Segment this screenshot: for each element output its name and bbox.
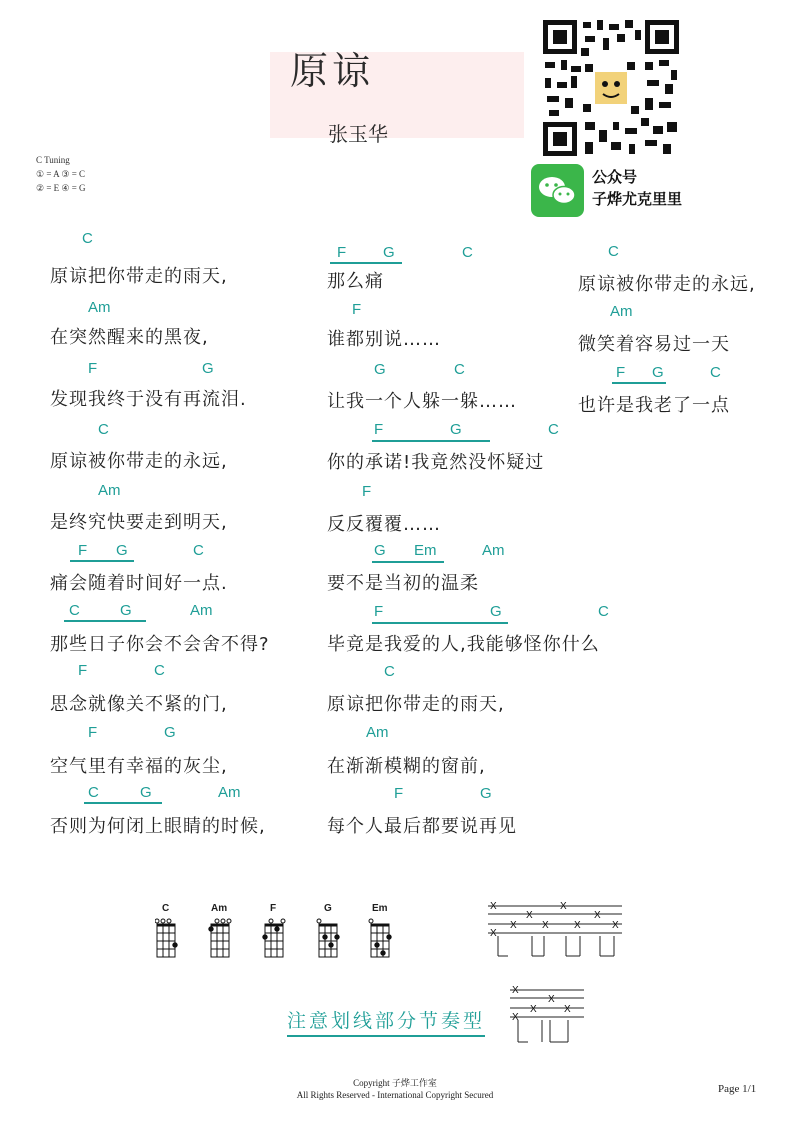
chord-label: G [164,724,176,741]
chord-label: Am [482,542,505,559]
tuning-row-2: ② = E ④ = G [36,183,86,193]
rhythm-underline [84,802,162,804]
lyric-line: 每个人最后都要说再见 [327,816,517,837]
lyric-line: 原谅把你带走的雨天, [50,266,228,287]
lyric-line: 否则为何闭上眼睛的时候, [50,816,266,837]
chord-label: Am [98,482,121,499]
tuning-heading: C Tuning [36,155,70,165]
lyric-line: 那么痛 [327,271,384,292]
lyric-line: 原谅被你带走的永远, [50,451,228,472]
strum-x: X [526,910,533,921]
page-number: Page 1/1 [718,1083,757,1095]
chord-label: F [374,421,384,438]
chord-label: F [88,360,98,377]
chord-label: Am [610,303,633,320]
chord-label: G [374,542,386,559]
chord-label: F [362,483,372,500]
rhythm-underline [612,382,666,384]
lyric-line: 在渐渐模糊的窗前, [327,756,486,777]
chord-label: G [202,360,214,377]
chord-label: C [710,364,721,381]
lyric-line: 原谅被你带走的永远, [578,274,756,295]
strum-x: X [560,901,567,912]
tuning-row-1: ① = A ③ = C [36,169,86,179]
chord-diagram-label: F [270,903,277,914]
lyric-line: 在突然醒来的黑夜, [50,327,209,348]
strum-x: X [490,901,497,912]
chord-label: Am [218,784,241,801]
chord-label: C [193,542,204,559]
artist-name: 张玉华 [328,122,388,146]
rhythm-underline [372,622,508,624]
rhythm-underline [70,560,134,562]
chord-label: C [98,421,109,438]
tuning-info [36,153,86,195]
chord-label: C [154,662,165,679]
chord-label: F [352,301,362,318]
lyric-line: 让我一个人躲一躲…… [327,391,517,412]
chord-label: G [490,603,502,620]
strum-x: X [612,920,619,931]
chord-label: G [374,361,386,378]
chord-diagrams [155,903,405,963]
chord-diagram-label: Em [372,903,388,914]
chord-diagram-label: C [162,903,170,914]
chord-label: C [598,603,609,620]
wechat-account-name: 子烨尤克里里 [592,190,683,208]
chord-label: Am [88,299,111,316]
lyric-line: 反反覆覆…… [327,514,441,535]
chord-label: C [82,230,93,247]
lyric-line: 你的承诺!我竟然没怀疑过 [327,452,545,473]
chord-label: G [450,421,462,438]
chord-label: C [69,602,80,619]
lyric-line: 毕竟是我爱的人,我能够怪你什么 [327,634,600,655]
chord-fretboards [155,915,405,959]
rhythm-underline [372,440,490,442]
lyric-line: 也许是我老了一点 [578,395,730,416]
lyric-line: 那些日子你会不会舍不得? [50,634,270,655]
chord-label: C [88,784,99,801]
chord-label: F [337,244,347,261]
chord-label: Em [414,542,437,559]
qr-code-icon [541,18,681,158]
chord-label: G [480,785,492,802]
strum-x: X [512,1012,519,1023]
chord-label: G [140,784,152,801]
chord-label: F [616,364,626,381]
chord-label: F [88,724,98,741]
lyric-line: 要不是当初的温柔 [327,573,479,594]
strum-x: X [548,994,555,1005]
chord-label: F [374,603,384,620]
strum-x: X [512,985,519,996]
chord-label: G [120,602,132,619]
lyric-line: 发现我终于没有再流泪. [50,389,247,410]
chord-label: F [394,785,404,802]
lyric-line: 微笑着容易过一天 [578,334,730,355]
chord-diagram-label: Am [211,903,228,914]
chord-label: C [608,243,619,260]
strum-x: X [574,920,581,931]
lyric-line: 原谅把你带走的雨天, [327,694,505,715]
strum-pattern-underlined [508,982,588,1046]
strum-x: X [594,910,601,921]
chord-label: Am [190,602,213,619]
chord-label: F [78,542,88,559]
lyric-line: 空气里有幸福的灰尘, [50,756,228,777]
strum-x: X [490,928,497,939]
lyric-line: 是终究快要走到明天, [50,512,228,533]
lyric-line: 思念就像关不紧的门, [50,694,228,715]
rhythm-underline [372,561,444,563]
strum-x: X [510,920,517,931]
wechat-label: 公众号 [592,168,638,186]
chord-label: G [652,364,664,381]
copyright-line-2: All Rights Reserved - International Copyright Secured [296,1090,494,1100]
chord-label: F [78,662,88,679]
chord-label: C [384,663,395,680]
rhythm-underline [330,262,402,264]
chord-label: C [548,421,559,438]
strum-x: X [564,1004,571,1015]
copyright-line-1: Copyright 子烨工作室 [353,1078,437,1088]
strum-x: X [542,920,549,931]
chord-diagram-label: G [324,903,332,914]
copyright [250,1077,540,1101]
chord-label: C [454,361,465,378]
chord-label: Am [366,724,389,741]
strum-x: X [530,1004,537,1015]
song-title: 原谅 [290,49,375,93]
lyric-line: 谁都别说…… [327,329,441,350]
rhythm-underline [64,620,146,622]
lyric-line: 痛会随着时间好一点. [50,573,228,594]
chord-label: G [383,244,395,261]
wechat-icon [531,164,584,217]
wechat-account [592,166,682,210]
rhythm-note: 注意划线部分节奏型 [287,1006,485,1037]
strum-pattern [486,898,626,962]
chord-label: C [462,244,473,261]
chord-label: G [116,542,128,559]
